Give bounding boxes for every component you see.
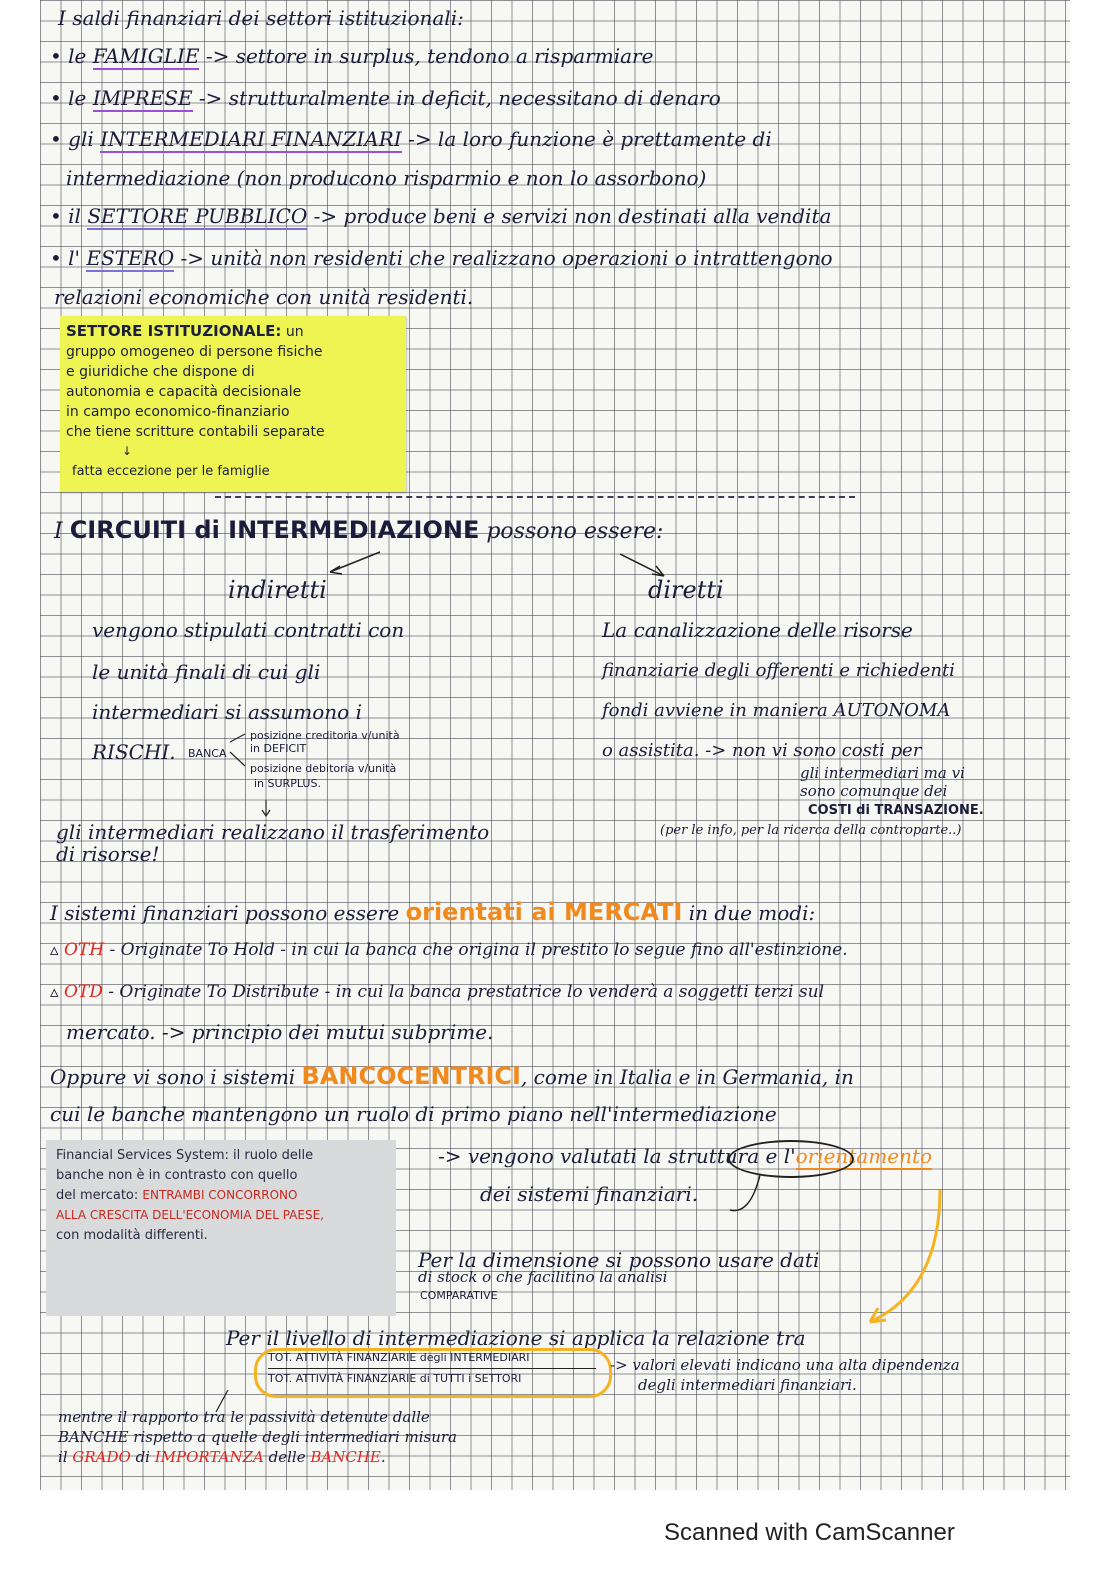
heading-saldi: I saldi finanziari dei settori istituzionali: xyxy=(58,6,464,30)
line-dipendenza: degli intermediari finanziari. xyxy=(638,1376,857,1394)
line-estero: • l' ESTERO -> unità non residenti che realizzano operazioni o intrattengono xyxy=(50,246,833,270)
banca-label: BANCA xyxy=(188,747,227,760)
indiretti-line-3: intermediari si assumono i xyxy=(92,700,362,724)
line-banche-misura: BANCHE rispetto a quelle degli intermediari misura xyxy=(58,1428,457,1446)
diretti-line-3: fondi avviene in maniera AUTONOMA xyxy=(602,700,951,721)
line-famiglie: • le FAMIGLIE -> settore in surplus, tendono a risparmiare xyxy=(50,44,654,68)
diretti-line-4: o assistita. -> non vi sono costi per xyxy=(602,740,922,761)
greybox-line-1: Financial Services System: il ruolo delle xyxy=(56,1148,314,1163)
banca-note-4: in SURPLUS. xyxy=(254,777,321,790)
greybox-line-5: con modalità differenti. xyxy=(56,1228,208,1243)
line-banche-ruolo: cui le banche mantengono un ruolo di primo piano nell'intermediazione xyxy=(50,1102,777,1126)
greybox-line-3: del mercato: ENTRAMBI CONCORRONO xyxy=(56,1188,298,1203)
postit-arrow: ↓ xyxy=(122,444,133,458)
postit-line-5: in campo economico-finanziario xyxy=(66,404,290,420)
indiretti-line-4: RISCHI. xyxy=(92,740,176,764)
indiretti-line-2: le unità finali di cui gli xyxy=(92,660,321,684)
line-livello: Per il livello di intermediazione si applica la relazione tra xyxy=(226,1326,806,1350)
line-settore-pubblico: • il SETTORE PUBBLICO -> produce beni e servizi non destinati alla vendita xyxy=(50,204,832,228)
postit-line-2: gruppo omogeneo di persone fisiche xyxy=(66,344,323,360)
heading-circuiti: I CIRCUITI di INTERMEDIAZIONE possono essere: xyxy=(54,516,664,544)
title-indiretti: indiretti xyxy=(228,576,327,604)
greybox-line-2: banche non è in contrasto con quello xyxy=(56,1168,298,1183)
banca-note-2: in DEFICIT xyxy=(250,742,307,755)
line-sistemi: dei sistemi finanziari. xyxy=(480,1182,699,1206)
line-relazioni: relazioni economiche con unità residenti. xyxy=(54,285,474,309)
postit-line-7: fatta eccezione per le famiglie xyxy=(72,464,270,479)
diretti-line-5: gli intermediari ma vi xyxy=(800,764,965,782)
line-grado: il GRADO di IMPORTANZA delle BANCHE. xyxy=(58,1448,386,1466)
banca-note-3: posizione debitoria v/unità xyxy=(250,762,397,775)
line-mercato: mercato. -> principio dei mutui subprime. xyxy=(66,1020,494,1044)
indiretti-line-6: di risorse! xyxy=(56,842,160,866)
title-diretti: diretti xyxy=(648,576,724,604)
line-dimensione: Per la dimensione si possono usare dati xyxy=(418,1248,820,1272)
diretti-line-1: La canalizzazione delle risorse xyxy=(602,618,913,642)
postit-settore-istituzionale xyxy=(60,316,406,492)
diretti-line-6: sono comunque dei xyxy=(800,782,948,800)
banca-note-1: posizione creditoria v/unità xyxy=(250,729,400,742)
line-mentre: mentre il rapporto tra le passività detenute dalle xyxy=(58,1408,430,1426)
line-oth: ▵ OTH - Originate To Hold - in cui la banca che origina il prestito lo segue fino all'estinzione. xyxy=(50,940,848,960)
comparative-label: COMPARATIVE xyxy=(420,1289,498,1302)
line-valutati: -> vengono valutati la struttura e l'orientamento xyxy=(438,1144,933,1168)
line-intermediari: • gli INTERMEDIARI FINANZIARI -> la loro funzione è prettamente di xyxy=(50,127,772,151)
note-financial-services xyxy=(46,1140,396,1316)
postit-title: SETTORE ISTITUZIONALE: xyxy=(66,322,282,340)
ratio-numerator: TOT. ATTIVITÀ FINANZIARIE degli INTERMEDIARI xyxy=(268,1351,530,1364)
indiretti-line-5: gli intermediari realizzano il trasferimento xyxy=(56,820,490,844)
diretti-line-8: (per le info, per la ricerca della controparte..) xyxy=(660,823,962,838)
line-imprese: • le IMPRESE -> strutturalmente in deficit, necessitano di denaro xyxy=(50,86,721,110)
line-stock: di stock o che facilitino la analisi xyxy=(418,1268,668,1286)
line-valori: -> valori elevati indicano una alta dipendenza xyxy=(610,1356,960,1374)
indiretti-line-1: vengono stipulati contratti con xyxy=(92,618,405,642)
greybox-line-4: ALLA CRESCITA DELL'ECONOMIA DEL PAESE, xyxy=(56,1208,324,1222)
postit-title-suffix: un xyxy=(285,324,304,340)
line-intermediazione: intermediazione (non producono risparmio e non lo assorbono) xyxy=(66,166,707,190)
ratio-denominator: TOT. ATTIVITÀ FINANZIARIE di TUTTI i SETTORI xyxy=(268,1372,522,1385)
line-bancocentrici: Oppure vi sono i sistemi BANCOCENTRICI, come in Italia e in Germania, in xyxy=(50,1062,854,1090)
line-otd: ▵ OTD - Originate To Distribute - in cui la banca prestatrice lo venderà a soggetti terzi sul xyxy=(50,982,825,1002)
postit-line-6: che tiene scritture contabili separate xyxy=(66,424,325,440)
diretti-line-2: finanziarie degli offerenti e richiedenti xyxy=(602,660,955,681)
line-orientati: I sistemi finanziari possono essere orientati ai MERCATI in due modi: xyxy=(50,898,816,926)
postit-line-4: autonomia e capacità decisionale xyxy=(66,384,302,400)
postit-line-3: e giuridiche che dispone di xyxy=(66,364,255,380)
scanner-watermark: Scanned with CamScanner xyxy=(664,1519,955,1546)
costi-transazione: COSTI di TRANSAZIONE. xyxy=(808,803,984,818)
